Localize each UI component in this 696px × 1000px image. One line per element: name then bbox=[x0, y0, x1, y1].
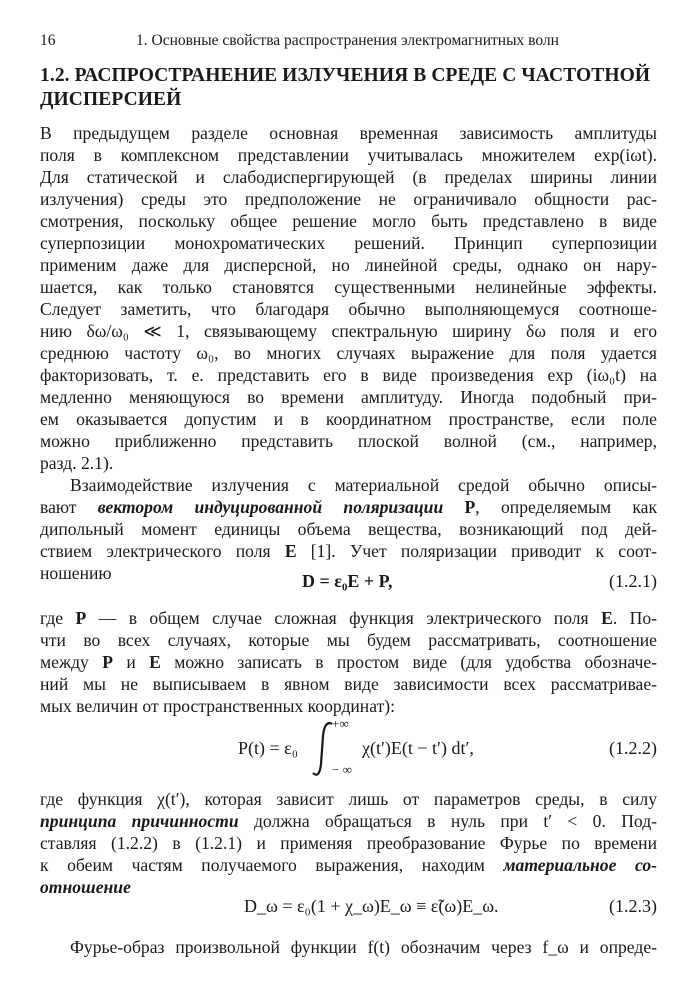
text-span: и bbox=[126, 652, 136, 672]
text-line: ставляя (1.2.2) в (1.2.1) и применяя преобразование Фурье по времени bbox=[40, 833, 657, 853]
text-line: чти во всех случаях, которые мы будем рассматривать, соотношение bbox=[40, 630, 657, 650]
section-heading-line: ДИСПЕРСИЕЙ bbox=[40, 89, 182, 110]
text-line: поля в комплексном представлении учитывалась множителем exp(iωt). bbox=[40, 145, 657, 165]
text-line bbox=[40, 496, 657, 518]
vector-symbol: P bbox=[75, 608, 87, 628]
text-span: где bbox=[40, 608, 64, 628]
text-line bbox=[40, 876, 657, 898]
equation-number: (1.2.3) bbox=[609, 896, 657, 916]
text-line: можно приближенно представить плоской волной (см., например, bbox=[40, 431, 657, 451]
text-line: медленно меняющуюся во времени амплитуду. Иногда подобный при- bbox=[40, 387, 657, 407]
equation bbox=[40, 718, 657, 780]
text-line: дипольный момент единицы объема вещества, возникающий под дей- bbox=[40, 519, 657, 539]
vector-symbol: E bbox=[601, 608, 613, 628]
text-line: ний мы не выписываем в явном виде зависимости всех рассматривае- bbox=[40, 674, 657, 694]
text-line: мых величин от пространственных координат): bbox=[40, 696, 396, 716]
text-span: можно записать в простом виде (для удобства обозначе- bbox=[174, 652, 658, 672]
text-span: должна обращаться в нуль при t′ < 0. Под- bbox=[253, 811, 658, 831]
text-line bbox=[40, 854, 657, 876]
text-span: [1]. Учет поляризации приводит к соот- bbox=[310, 541, 657, 561]
text-line: ношению bbox=[40, 563, 112, 583]
text-line: где функция χ(t′), которая зависит лишь от параметров среды, в силу bbox=[40, 789, 657, 809]
text-line: Для статической и слабодиспергирующей (в пределах ширины линии bbox=[40, 167, 657, 187]
text-line: смотрения, поскольку общее решение могло быть представлено в виде bbox=[40, 211, 657, 231]
text-line: Следует заметить, что благодаря обычно выполняющемуся соотноше- bbox=[40, 299, 657, 319]
text-line: разд. 2.1). bbox=[40, 453, 114, 473]
equation-number: (1.2.1) bbox=[609, 571, 657, 591]
text-span: . По- bbox=[612, 608, 657, 628]
lower-limit: − ∞ bbox=[332, 762, 352, 777]
emphasis-term: материальное со- bbox=[503, 855, 657, 875]
text-line bbox=[40, 607, 657, 629]
text-line: излучения) среды это предположение не ограничивало общности рас- bbox=[40, 189, 657, 209]
equation-formula: D_ω = ε₀(1 + χ_ω)E_ω ≡ ε̃(ω)E_ω. bbox=[244, 896, 499, 916]
text-line: среднюю частоту ω₀, во многих случаях выражение для поля удается bbox=[40, 343, 657, 363]
text-line bbox=[40, 540, 657, 562]
text-span: к обеим частям получаемого выражения, находим bbox=[40, 855, 485, 875]
running-header bbox=[40, 32, 656, 54]
text-line: применим даже для дисперсной, но линейной среды, однако он нару- bbox=[40, 255, 657, 275]
text-line: суперпозиции монохроматических решений. Принцип суперпозиции bbox=[40, 233, 657, 253]
vector-symbol: E bbox=[149, 652, 161, 672]
text-line: Фурье-образ произвольной функции f(t) обозначим через f_ω и опреде- bbox=[70, 937, 657, 957]
section-heading bbox=[40, 64, 660, 112]
equation-integrand: χ(t′)E(t − t′) dt′, bbox=[362, 738, 474, 758]
text-span: , определяемым как bbox=[475, 497, 658, 517]
emphasis-term: вектором индуцированной поляризации bbox=[97, 497, 444, 517]
text-line bbox=[40, 810, 657, 832]
text-span: ствием электрического поля bbox=[40, 541, 271, 561]
vector-symbol: E bbox=[284, 541, 297, 561]
upper-limit: +∞ bbox=[332, 716, 349, 731]
running-title: 1. Основные свойства распространения электромагнитных волн bbox=[136, 32, 559, 49]
emphasis-term: отношение bbox=[40, 877, 131, 897]
equation-formula: D = ε₀E + P, bbox=[302, 571, 393, 591]
text-line bbox=[40, 651, 657, 673]
vector-symbol: P bbox=[102, 652, 113, 672]
text-span: вают bbox=[40, 497, 77, 517]
text-line: ем оказывается допустим и в координатном пространстве, если поле bbox=[40, 409, 657, 429]
page-number: 16 bbox=[40, 32, 56, 49]
section-heading-line: 1.2. РАСПРОСТРАНЕНИЕ ИЗЛУЧЕНИЯ В СРЕДЕ С ЧАСТОТНОЙ bbox=[40, 65, 651, 86]
text-span: — в общем случае сложная функция электрического поля bbox=[98, 608, 589, 628]
text-line: факторизовать, т. е. представить его в виде произведения exp (iω₀t) на bbox=[40, 365, 657, 385]
equation bbox=[40, 571, 657, 605]
equation bbox=[40, 896, 657, 930]
text-line: В предыдущем разделе основная временная зависимость амплитуды bbox=[40, 123, 657, 143]
text-span: между bbox=[40, 652, 89, 672]
text-line: шается, как только становятся существенными нелинейные эффекты. bbox=[40, 277, 657, 297]
vector-symbol: P bbox=[464, 497, 476, 517]
text-line: Взаимодействие излучения с материальной средой обычно описы- bbox=[70, 475, 657, 495]
emphasis-term: принципа причинности bbox=[40, 811, 239, 831]
equation-number: (1.2.2) bbox=[609, 738, 657, 758]
equation-lhs: P(t) = ε₀ bbox=[238, 738, 298, 758]
text-line: нию δω/ω₀ ≪ 1, связывающему спектральную ширину δω поля и его bbox=[40, 321, 657, 341]
